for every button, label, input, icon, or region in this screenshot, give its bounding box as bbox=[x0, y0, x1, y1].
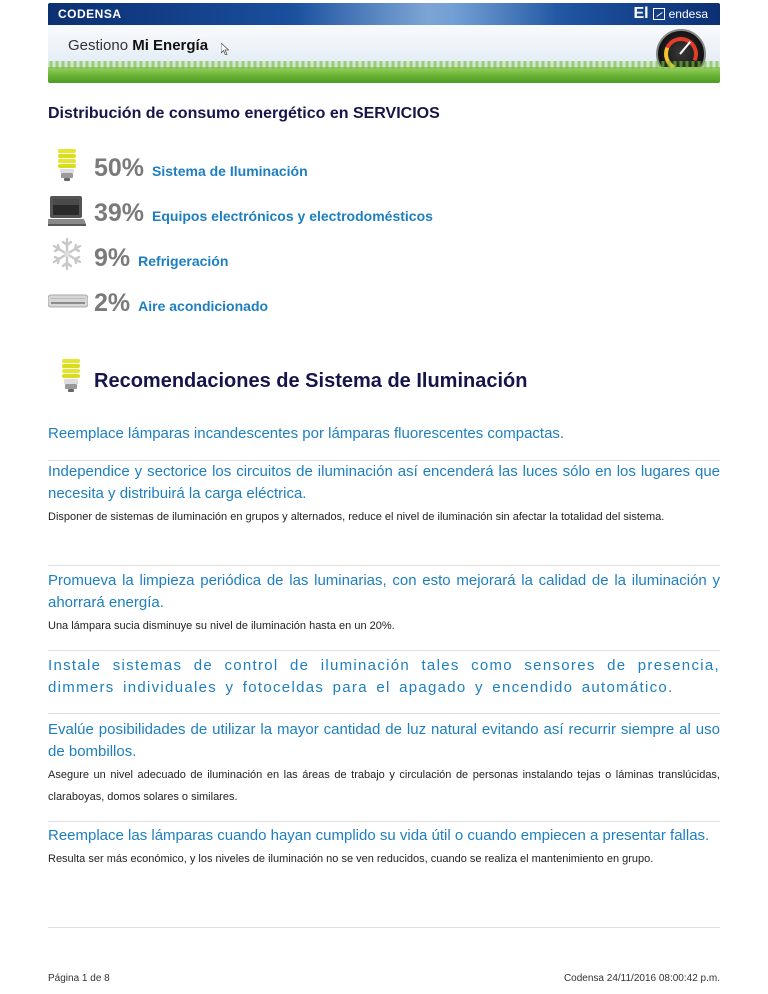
banner-title: Gestiono Mi Energía bbox=[68, 37, 209, 54]
distribution-item-electronics bbox=[48, 187, 433, 227]
recommendation-main: Reemplace lámparas incandescentes por lámparas fluorescentes compactas. bbox=[48, 425, 565, 442]
banner-grass bbox=[48, 67, 720, 83]
recommendations-title: Recomendaciones de Sistema de Iluminación bbox=[94, 370, 528, 392]
recommendations-header bbox=[48, 356, 720, 396]
laptop-icon bbox=[48, 191, 88, 227]
distribution-percent: 9% bbox=[94, 244, 131, 272]
snowflake-icon bbox=[48, 236, 88, 272]
endesa-logo: El endesa bbox=[633, 5, 708, 22]
print-timestamp: Codensa 24/11/2016 08:00:42 p.m. bbox=[563, 973, 720, 984]
recommendation-main: Instale sistemas de control de iluminación tales como sensores de presencia, dimmers individuales y fotoceldas para el apagado y encendido automático. bbox=[48, 657, 720, 696]
distribution-label: Equipos electrónicos y electrodomésticos bbox=[152, 208, 433, 224]
recommendation-main: Evalúe posibilidades de utilizar la mayor cantidad de luz natural evitando así recurrir siempre al uso de bombillos. bbox=[48, 721, 720, 760]
distribution-label: Sistema de Iluminación bbox=[152, 163, 308, 179]
lightbulb-icon bbox=[54, 356, 90, 394]
distribution-item-refrigeration bbox=[48, 232, 228, 272]
codensa-logo: CODENSA bbox=[58, 7, 122, 21]
divider bbox=[48, 565, 720, 566]
recommendation-item bbox=[48, 461, 720, 528]
distribution-item-lighting bbox=[48, 142, 308, 182]
distribution-percent: 50% bbox=[94, 154, 145, 182]
recommendation-main: Independice y sectorice los circuitos de iluminación así encenderá las luces sólo en los lugares que necesita y distribuirá la carga eléctrica. bbox=[48, 463, 720, 502]
divider bbox=[48, 821, 720, 822]
divider bbox=[48, 927, 720, 928]
recommendation-detail: Disponer de sistemas de iluminación en grupos y alternados, reduce el nivel de iluminación sin afectar la totalidad del sistema. bbox=[48, 511, 665, 523]
page-number: Página 1 de 8 bbox=[48, 973, 110, 984]
recommendation-item bbox=[48, 825, 720, 870]
distribution-percent: 39% bbox=[94, 199, 145, 227]
lightbulb-icon bbox=[48, 146, 88, 182]
recommendation-item bbox=[48, 655, 720, 699]
cursor-icon bbox=[221, 43, 229, 55]
recommendation-item bbox=[48, 719, 720, 808]
distribution-title: Distribución de consumo energético en SERVICIOS bbox=[48, 105, 440, 122]
recommendation-main: Promueva la limpieza periódica de las luminarias, con esto mejorará la calidad de la iluminación y ahorrará energía. bbox=[48, 572, 720, 611]
recommendation-detail: Resulta ser más económico, y los niveles de iluminación no se ven reducidos, cuando se realiza el mantenimiento en grupo. bbox=[48, 853, 654, 865]
recommendation-detail: Una lámpara sucia disminuye su nivel de iluminación hasta en un 20%. bbox=[48, 620, 395, 632]
divider bbox=[48, 713, 720, 714]
recommendation-item bbox=[48, 570, 720, 637]
recommendation-main: Reemplace las lámparas cuando hayan cumplido su vida útil o cuando empiecen a presentar fallas. bbox=[48, 827, 710, 844]
air-conditioner-icon bbox=[48, 281, 88, 317]
distribution-percent: 2% bbox=[94, 289, 131, 317]
divider bbox=[48, 650, 720, 651]
distribution-label: Aire acondicionado bbox=[138, 298, 269, 314]
banner-top-bar bbox=[48, 3, 720, 25]
header-banner bbox=[48, 3, 720, 83]
recommendation-item bbox=[48, 423, 720, 445]
recommendation-detail: Asegure un nivel adecuado de iluminación en las áreas de trabajo y circulación de personas instalando tejas o láminas translúcidas, claraboyas, domos solares o similares. bbox=[48, 769, 720, 803]
distribution-label: Refrigeración bbox=[138, 253, 229, 269]
distribution-item-air-conditioning bbox=[48, 277, 268, 317]
